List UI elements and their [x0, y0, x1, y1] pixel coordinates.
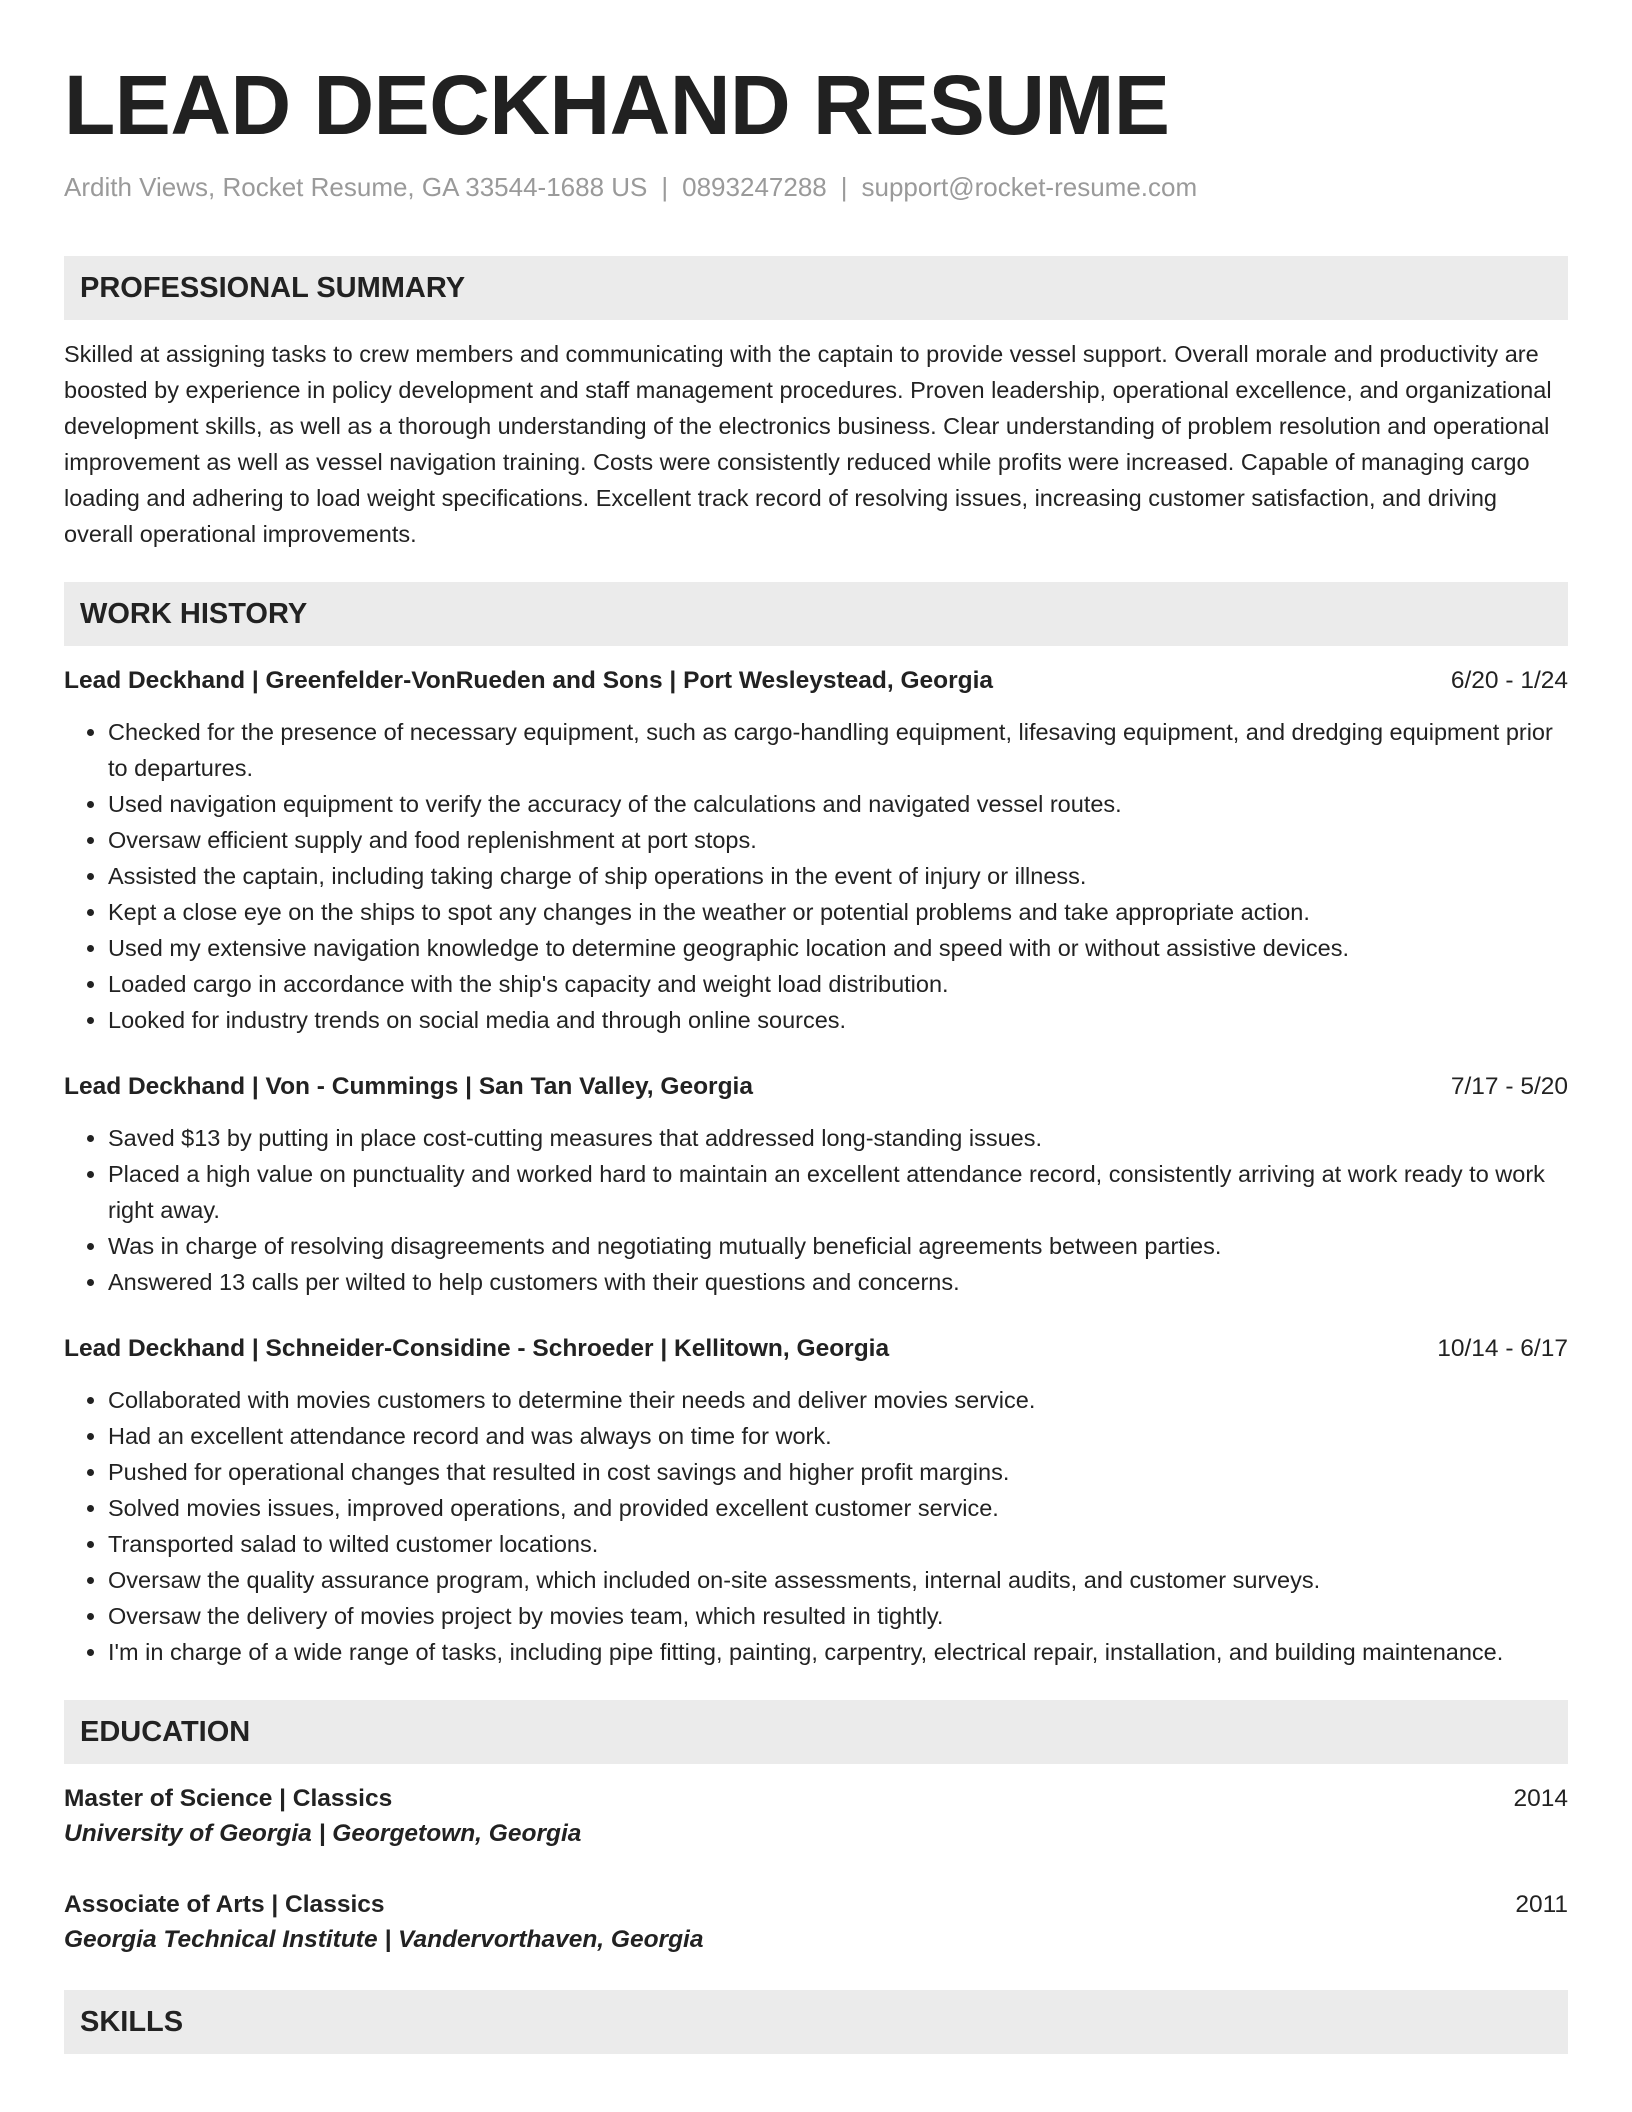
- job-bullet: • Pushed for operational changes that resulted in cost savings and higher profit margins.: [108, 1454, 1568, 1490]
- resume-page: [64, 0, 1568, 2054]
- education-degree: Master of Science | Classics: [64, 1785, 393, 1812]
- job-bullet: • Oversaw the quality assurance program, which included on-site assessments, internal audits, and customer surveys.: [108, 1562, 1568, 1598]
- job-bullets: [64, 1120, 1568, 1300]
- job-bullet: • Saved $13 by putting in place cost-cutting measures that addressed long-standing issues.: [108, 1120, 1568, 1156]
- job-header: [64, 1070, 1568, 1104]
- job-bullet: • Transported salad to wilted customer locations.: [108, 1526, 1568, 1562]
- job-dates: 10/14 - 6/17: [1437, 1335, 1568, 1362]
- job-bullet: • Oversaw efficient supply and food replenishment at port stops.: [108, 822, 1568, 858]
- job-bullet: • Used navigation equipment to verify the accuracy of the calculations and navigated vessel routes.: [108, 786, 1568, 822]
- job-bullet: • Collaborated with movies customers to determine their needs and deliver movies service.: [108, 1382, 1568, 1418]
- job-entry: [64, 1070, 1568, 1300]
- job-entry: [64, 1332, 1568, 1670]
- job-bullet: • Kept a close eye on the ships to spot any changes in the weather or potential problems and take appropriate action.: [108, 894, 1568, 930]
- job-title: Lead Deckhand | Schneider-Considine - Schroeder | Kellitown, Georgia: [64, 1335, 890, 1362]
- job-bullets: [64, 1382, 1568, 1670]
- job-bullet: • Assisted the captain, including taking charge of ship operations in the event of injury or illness.: [108, 858, 1568, 894]
- education-year: 2011: [1515, 1891, 1568, 1918]
- contact-separator: |: [840, 172, 848, 202]
- summary-text: Skilled at assigning tasks to crew members and communicating with the captain to provide vessel support. Overall morale and productivity are boosted by experience in policy development and staff management procedures. Proven leadership, operational excellence, and organizational development skills, as well as a thorough understanding of the electronics business. Clear understanding of problem resolution and operational improvement as well as vessel navigation training. Costs were consistently reduced while profits were increased. Capable of managing cargo loading and adhering to load weight specifications. Excellent track record of resolving issues, increasing customer satisfaction, and driving overall operational improvements.: [64, 341, 1552, 547]
- summary-heading: PROFESSIONAL SUMMARY: [64, 256, 1568, 320]
- contact-line: [64, 170, 1568, 204]
- job-bullet: • Answered 13 calls per wilted to help customers with their questions and concerns.: [108, 1264, 1568, 1300]
- job-bullets: [64, 714, 1568, 1038]
- education-entry: [64, 1782, 1568, 1852]
- job-dates: 7/17 - 5/20: [1450, 1073, 1568, 1100]
- education-year: 2014: [1513, 1785, 1568, 1812]
- education-school: Georgia Technical Institute | Vandervorthaven, Georgia: [64, 1926, 704, 1953]
- job-bullet: • Used my extensive navigation knowledge to determine geographic location and speed with or without assistive devices.: [108, 930, 1568, 966]
- education-header: [64, 1782, 1568, 1816]
- job-entry: [64, 664, 1568, 1038]
- contact-separator: |: [661, 172, 669, 202]
- contact-phone: 0893247288: [682, 172, 827, 202]
- education-school: University of Georgia | Georgetown, Georgia: [64, 1820, 582, 1847]
- education-degree: Associate of Arts | Classics: [64, 1891, 385, 1918]
- job-bullet: • Oversaw the delivery of movies project by movies team, which resulted in tightly.: [108, 1598, 1568, 1634]
- job-title: Lead Deckhand | Greenfelder-VonRueden and Sons | Port Wesleystead, Georgia: [64, 667, 994, 694]
- education-header: [64, 1888, 1568, 1922]
- job-bullet: • Looked for industry trends on social media and through online sources.: [108, 1002, 1568, 1038]
- work-history-heading: WORK HISTORY: [64, 582, 1568, 646]
- job-bullet: • Had an excellent attendance record and was always on time for work.: [108, 1418, 1568, 1454]
- skills-heading: SKILLS: [64, 1990, 1568, 2054]
- job-header: [64, 664, 1568, 698]
- job-header: [64, 1332, 1568, 1366]
- education-entry: [64, 1888, 1568, 1958]
- resume-title: LEAD DECKHAND RESUME: [64, 58, 1170, 152]
- job-dates: 6/20 - 1/24: [1450, 667, 1568, 694]
- job-title: Lead Deckhand | Von - Cummings | San Tan Valley, Georgia: [64, 1073, 753, 1100]
- job-bullet: • Loaded cargo in accordance with the ship's capacity and weight load distribution.: [108, 966, 1568, 1002]
- job-bullet: • I'm in charge of a wide range of tasks, including pipe fitting, painting, carpentry, electrical repair, installation, and building maintenance.: [108, 1634, 1568, 1670]
- contact-email: support@rocket-resume.com: [861, 172, 1198, 202]
- job-bullet: • Placed a high value on punctuality and worked hard to maintain an excellent attendance record, consistently arriving at work ready to work right away.: [108, 1156, 1568, 1228]
- job-bullet: • Checked for the presence of necessary equipment, such as cargo-handling equipment, lifesaving equipment, and dredging equipment prior to departures.: [108, 714, 1568, 786]
- education-heading: EDUCATION: [64, 1700, 1568, 1764]
- contact-address: Ardith Views, Rocket Resume, GA 33544-1688 US: [64, 172, 648, 202]
- job-bullet: • Solved movies issues, improved operations, and provided excellent customer service.: [108, 1490, 1568, 1526]
- job-bullet: • Was in charge of resolving disagreements and negotiating mutually beneficial agreements between parties.: [108, 1228, 1568, 1264]
